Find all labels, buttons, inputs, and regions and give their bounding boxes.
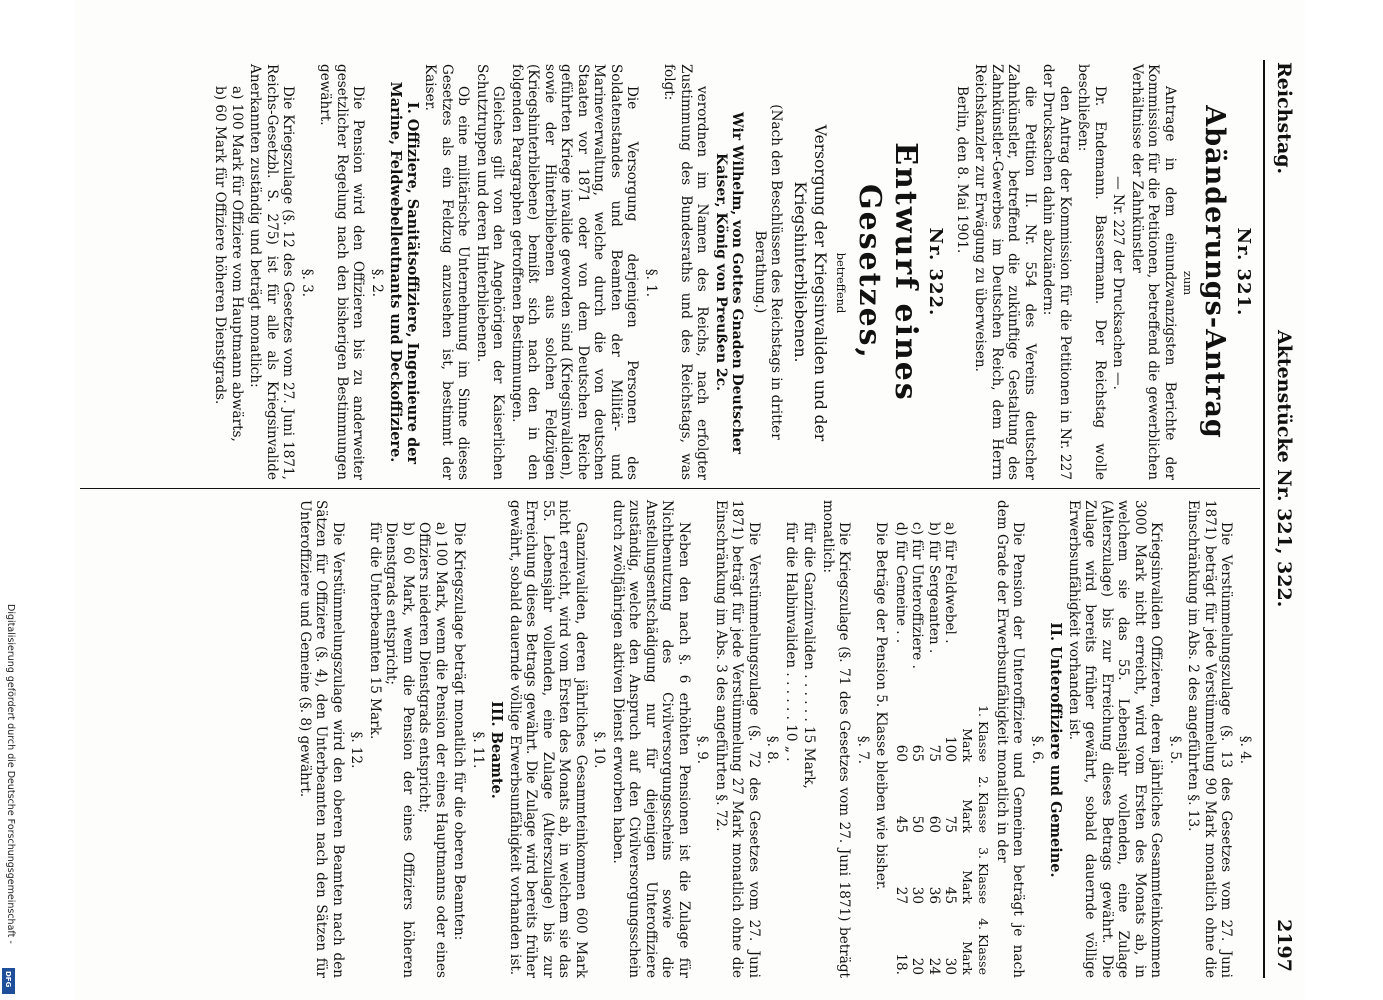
paragraph-7-ganz: für die Ganzinvaliden . . . . . . 15 Mark, — [801, 522, 818, 789]
law-subject: Versorgung der Kriegsinvaliden und der Kriegshinterbliebenen. — [791, 124, 830, 442]
pension-unit: Mark — [960, 941, 975, 975]
paragraph-11-item-a: a) 100 Mark, wenn die Pension der eines Hauptmanns oder eines Offiziers niederen Dienstgrads entspricht; — [416, 522, 449, 978]
paragraph-2-heading: §. 2. — [369, 268, 385, 298]
paragraph-12-heading: §. 12. — [348, 731, 365, 769]
credit-text: Digitalisierung gefördert durch die Deutsche Forschungsgemeinschaft - — [5, 604, 16, 944]
column-divider — [80, 488, 1260, 489]
table-cell: 75 — [926, 744, 942, 763]
table-cell: 24 — [926, 957, 942, 975]
digitization-credit — [2, 0, 16, 1000]
row-label: b) für Sergeanten . — [926, 522, 942, 654]
table-cell: 30 — [909, 886, 926, 904]
paragraph-1-text-2: Gleiches gilt von den Angehörigen der Kaiserlichen Schutztruppen und deren Hinterbliebenen. — [474, 64, 507, 480]
page-number: 2197 — [1273, 919, 1295, 972]
dfg-logo — [2, 968, 15, 994]
paragraph-5-text: Kriegsinvaliden Offizieren, deren jährliches Gesammteinkommen 3000 Mark nicht erreicht, wird vom Ersten des Monats ab, in welchem sie das 55. Lebensjahr vollenden, eine Zulage (Alterszulage) bis zur Erreichung dieses Betrags gewährt. Die Zulage wird bereits früher gewährt, sobald dauernde völlige Erwerbsunfähigkeit vorhanden ist. — [1066, 500, 1165, 978]
motion-intro: Antrage in dem einundzwanzigsten Berichte der Kommission für die Petitionen, betreffend die gewerblichen Verhältnisse der Zahnkünstler — [1129, 64, 1178, 480]
paragraph-7-halb: für die Halbinvaliden . . . . . . 10 „ . — [783, 522, 799, 762]
table-cell: 100 — [942, 736, 959, 763]
paragraph-6-heading: §. 6. — [1029, 735, 1045, 765]
right-column — [295, 500, 1254, 978]
paragraph-4-text: Die Verstümmelungszulage (§. 13 des Gesetzes vom 27. Juni 1871) beträgt für jede Verstümmelung 90 Mark monatlich ohne die Einschränkung im Abs. 2 des angeführten §. 13. — [1185, 500, 1235, 978]
motion-body-2: die Petition II. Nr. 554 des Vereins deutscher Zahnkünstler, betreffend die zukünftige Gestaltung des Zahnkünstler-Gewerbes im Deutschen Reich, dem Herrn Reichskanzler zur Erwägung zu überweisen. — [972, 64, 1038, 480]
paragraph-8-heading: §. 8. — [764, 735, 781, 765]
table-cell: 45 — [893, 815, 909, 834]
paragraph-7-text: Die Kriegszulage (§. 71 des Gesetzes vom 27. Juni 1871) beträgt monatlich: — [820, 500, 853, 978]
table-cell: 60 — [893, 744, 909, 763]
section-3-heading: III. Beamte. — [488, 701, 506, 799]
motion-signatories: Dr. Endemann. Bassermann. Der Reichstag wolle beschließen: — [1075, 64, 1108, 480]
motion-date: Berlin, den 8. Mai 1901. — [954, 86, 970, 254]
table-cell: 30 — [942, 957, 959, 975]
row-label: c) für Unteroffiziere . — [909, 522, 926, 669]
paragraph-5-heading: §. 5. — [1167, 735, 1183, 765]
table-row — [893, 500, 910, 978]
table-cell: 18. — [893, 953, 909, 975]
motion-body: den Antrag der Kommission für die Petitionen in Nr. 227 der Drucksachen dahin abzuändern: — [1040, 64, 1073, 480]
pension-unit: Mark — [960, 728, 975, 763]
section-1-heading: I. Offiziere, Sanitätsoffiziere, Ingenieure der Marine, Feldwebelleutnants und Deckoffiziere. — [387, 81, 421, 465]
paragraph-4-heading: §. 4. — [1237, 735, 1253, 765]
dfg-logo-text: DFG — [4, 971, 12, 988]
table-cell: 60 — [926, 815, 942, 834]
paragraph-3-item-a: a) 100 Mark für Offiziere vom Hauptmann abwärts, — [229, 86, 245, 442]
table-cell: 36 — [926, 886, 942, 904]
table-cell: 45 — [942, 886, 959, 904]
table-row — [909, 500, 926, 978]
betreffend-label: betreffend — [834, 252, 848, 314]
preamble-text: verordnen im Namen des Reichs, nach erfolgter Zustimmung des Bundesraths und des Reichstags, was folgt: — [661, 64, 711, 480]
paragraph-2-text: Die Pension wird den Offizieren bis zu anderweiter gesetzlicher Regelung nach den bisherigen Bestimmungen gewährt. — [317, 64, 367, 480]
header-center: Aktenstücke Nr. 321, 322. — [1273, 330, 1295, 608]
row-label: a) für Feldwebel . — [942, 522, 959, 644]
paragraph-11-item-c: für die Unterbeamten 15 Mark. — [367, 522, 383, 740]
reading-note: (Nach den Beschlüssen des Reichstags in dritter Berathung.) — [752, 104, 785, 440]
table-cell: 65 — [909, 744, 926, 763]
paragraph-10-heading: §. 10. — [591, 731, 608, 769]
table-cell: 75 — [942, 815, 959, 834]
left-column — [212, 64, 1253, 480]
paragraph-1-heading: §. 1. — [643, 268, 659, 298]
paragraph-10-text: Ganzinvaliden, deren jährliches Gesammteinkommen 600 Mark nicht erreicht, wird vom Ersten des Monats ab, in welchem sie das 55. Lebensjahr vollenden, eine Zulage (Alterszulage) bis zur Erreichung dieses Betrags gewährt. Die Zulage wird bereits früher gewährt, sobald dauernde völlige Erwerbsunfähigkeit vorhanden ist. — [507, 500, 589, 978]
pension-col-4: 4. Klasse — [976, 918, 992, 975]
document-number-322: Nr. 322. — [925, 227, 947, 317]
pension-col-3: 3. Klasse — [976, 847, 992, 904]
paragraph-1-text: Die Versorgung derjenigen Personen des Soldatenstandes und Beamten der Militär- und Marineverwaltung, welche durch die von deutschen Staaten vor 1871 oder von dem Deutschen Reiche geführten Kriege invalide geworden sind (Kriegsinvaliden), sowie der Hinterbliebenen aus solchen Feldzügen (Kriegshinterbliebene) bemißt sich nach den in den folgenden Paragraphen getroffenen Bestimmungen. — [509, 64, 641, 480]
table-row — [942, 500, 959, 978]
pension-unit: Mark — [960, 870, 975, 904]
preamble-heading: Wir Wilhelm, von Gottes Gnaden Deutscher Kaiser, König von Preußen 2c. — [713, 111, 746, 455]
document-number-321: Nr. 321. — [1233, 227, 1254, 317]
paragraph-7-heading: §. 7. — [855, 735, 871, 765]
section-2-heading: II. Unteroffiziere und Gemeine. — [1047, 622, 1065, 878]
header-rule — [1263, 60, 1265, 978]
motion-reference: — Nr. 227 der Drucksachen —. — [1110, 176, 1127, 390]
paragraph-9-heading: §. 9. — [694, 735, 711, 765]
paragraph-3-heading: §. 3. — [299, 268, 315, 298]
paragraph-6-text: Die Pension der Unteroffiziere und Gemeinen beträgt je nach dem Grade der Erwerbsunfähigkeit monatlich in der — [994, 500, 1027, 978]
paragraph-3-item-b: b) 60 Mark für Offiziere höheren Dienstgrads. — [212, 86, 229, 405]
paragraph-3-text: Die Kriegszulage (§. 12 des Gesetzes vom 27. Juni 1871, Reichs-Gesetzbl. S. 275) ist für alle als Kriegsinvalide Anerkannten zuständig und beträgt monatlich: — [247, 64, 297, 480]
title-draft-law: Entwurf eines Gesetzes, — [852, 142, 923, 402]
table-cell: 20 — [909, 957, 926, 975]
paragraph-12-text: Die Verstümmelungszulage wird den oberen Beamten nach den Sätzen für Offiziere (§. 4), den Unterbeamten nach den Sätzen für Unteroffiziere und Gemeine (§. 8) gewährt. — [297, 500, 346, 978]
pension-col-2: 2. Klasse — [976, 776, 992, 834]
paragraph-11-item-b: b) 60 Mark, wenn die Pension der eines Offiziers höheren Dienstgrads entspricht; — [383, 522, 416, 978]
paragraph-11-heading: §. 11. — [470, 731, 486, 769]
document-page — [75, 0, 1305, 1000]
paragraph-11-text: Die Kriegszulage beträgt monatlich für die oberen Beamten: — [451, 522, 468, 941]
paragraph-6-after: Die Beträge der Pension 5. Klasse bleiben wie bisher. — [873, 522, 890, 891]
page-header — [1263, 0, 1305, 1000]
paragraph-1-text-3: Ob eine militärische Unternehmung im Sinne dieses Gesetzes als ein Feldzug anzusehen ist, bestimmt der Kaiser. — [422, 64, 472, 480]
pension-table — [893, 500, 992, 978]
title-amendment-motion: Abänderungs-Antrag — [1199, 105, 1231, 439]
pension-col-1: 1. Klasse — [976, 705, 992, 763]
pension-unit: Mark — [960, 799, 975, 834]
paragraph-9-text: Neben den nach §. 6 erhöhten Pensionen ist die Zulage für Nichtbenutzung des Civilversorgungsscheins sowie die Anstellungsentschädigung nur für diejenigen Unteroffiziere zuständig, welche den Anspruch auf den Civilversorgungsschein durch zwölfjährigen aktiven Dienst erworben haben. — [610, 500, 692, 978]
table-row — [926, 500, 943, 978]
row-label: d) für Gemeine . . — [893, 522, 909, 644]
header-left: Reichstag. — [1273, 62, 1295, 175]
table-cell: 50 — [909, 815, 926, 834]
table-cell: 27 — [893, 886, 909, 904]
zum-label: zum — [1181, 270, 1196, 296]
paragraph-8-text: Die Verstümmelungszulage (§. 72 des Gesetzes vom 27. Juni 1871) beträgt für jede Verstümmelung 27 Mark monatlich ohne die Einschränkung im Abs. 3 des angeführten §. 72. — [713, 500, 762, 978]
